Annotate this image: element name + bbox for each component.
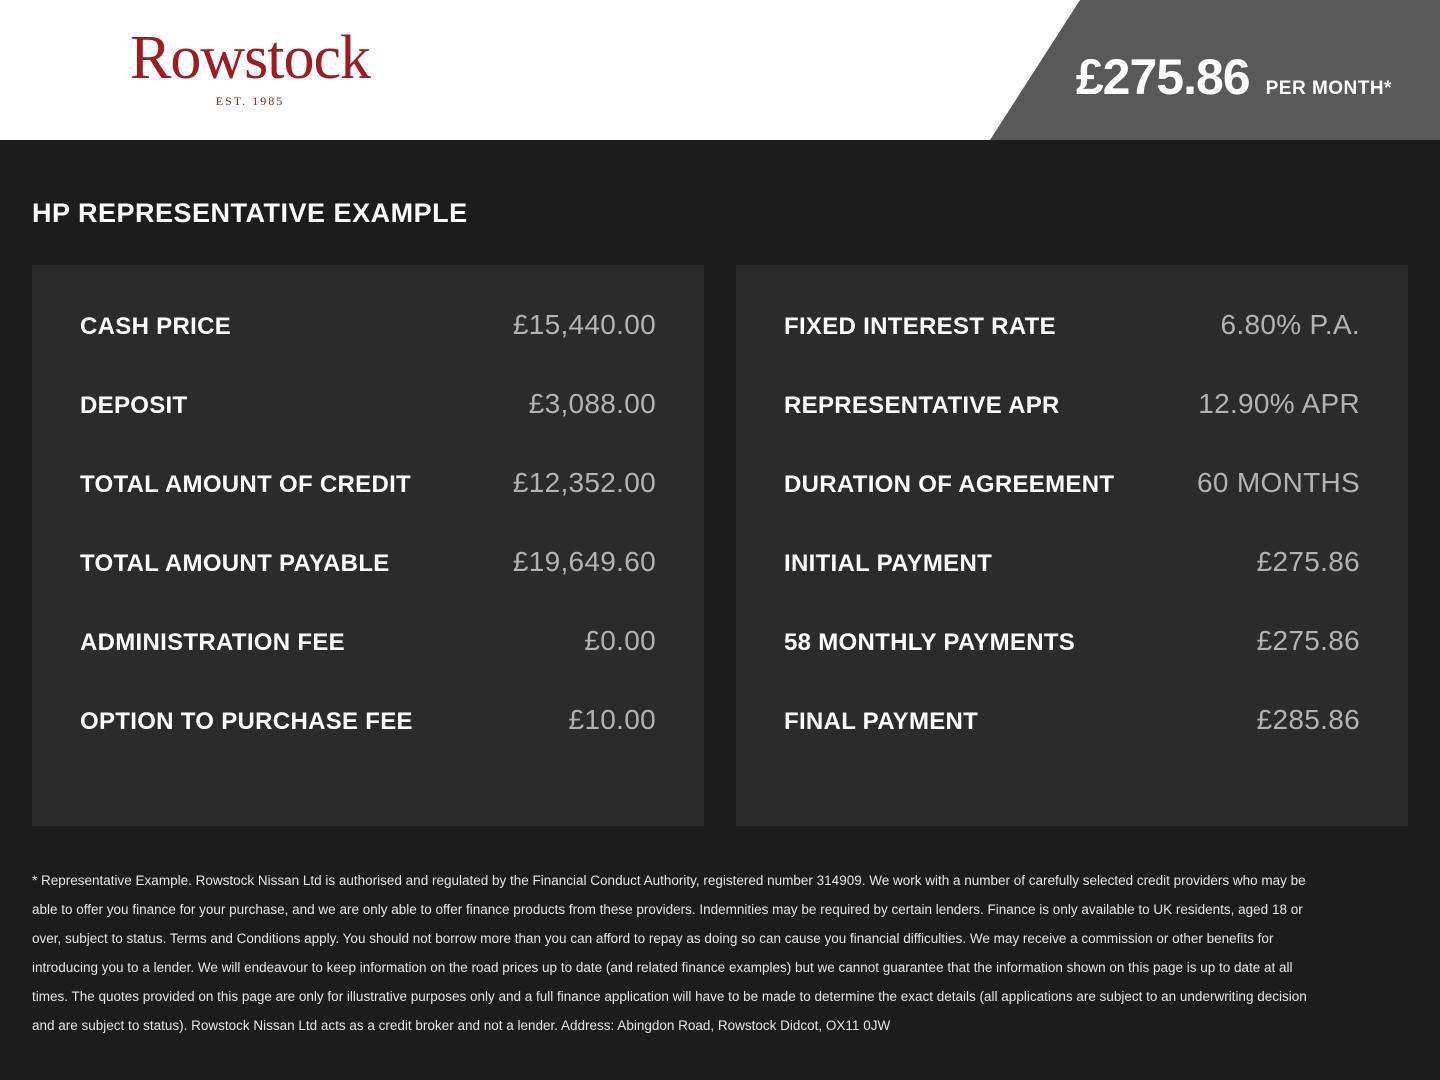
disclaimer-text: * Representative Example. Rowstock Nissan Ltd is authorised and regulated by the Financial Conduct Authority, registered number 314909. We work with a number of carefully selected credit providers who may be able to offer you finance for your purchase, and we are only able to offer finance products from these providers. Indemnities may be required by certain lenders. Finance is only available to UK residents, aged 18 or over, subject to status. Terms and Conditions apply. You should not borrow more than you can afford to repay as doing so can cause you financial difficulties. We may receive a commission or other benefits for introducing you to a lender. We will endeavour to keep information on the road prices up to date (and related finance examples) but we cannot guarantee that the information shown on this page is up to date at all times. The quotes provided on this page are only for illustrative purposes only and a full finance application will have to be made to determine the exact details (all applications are subject to an underwriting decision and are subject to status). Rowstock Nissan Ltd acts as a credit broker and not a lender. Address: Abingdon Road, Rowstock Didcot, OX11 0JW: [32, 873, 1307, 1033]
table-row: [784, 388, 1360, 467]
row-label: TOTAL AMOUNT PAYABLE: [80, 550, 390, 577]
table-row: [784, 704, 1360, 783]
disclaimer-block: [0, 826, 1440, 1080]
row-label: OPTION TO PURCHASE FEE: [80, 708, 413, 735]
row-label: DURATION OF AGREEMENT: [784, 471, 1115, 498]
row-value: £3,088.00: [528, 388, 656, 419]
logo-wordmark: Rowstock: [130, 24, 370, 92]
row-value: £0.00: [584, 625, 656, 656]
row-value: 6.80% P.A.: [1220, 309, 1360, 340]
row-value: 60 MONTHS: [1197, 467, 1360, 498]
row-label: ADMINISTRATION FEE: [80, 629, 345, 656]
row-label: INITIAL PAYMENT: [784, 550, 993, 577]
row-value: £10.00: [568, 704, 656, 735]
row-label: CASH PRICE: [80, 313, 232, 340]
monthly-price-amount: £275.86: [1075, 49, 1250, 105]
table-row: [784, 546, 1360, 625]
row-value: £285.86: [1256, 704, 1360, 735]
table-row: [80, 467, 656, 546]
table-row: [80, 388, 656, 467]
table-row: [80, 625, 656, 704]
row-label: FINAL PAYMENT: [784, 708, 979, 735]
row-value: £12,352.00: [512, 467, 656, 498]
table-row: [784, 467, 1360, 546]
monthly-price-label: PER MONTH*: [1265, 78, 1392, 99]
rowstock-logo: [120, 24, 380, 109]
table-row: [784, 625, 1360, 704]
row-label: FIXED INTEREST RATE: [784, 313, 1056, 340]
row-value: 12.90% APR: [1198, 388, 1360, 419]
row-label: REPRESENTATIVE APR: [784, 392, 1060, 419]
logo-established-text: EST. 1985: [215, 94, 285, 108]
row-label: 58 MONTHLY PAYMENTS: [784, 629, 1076, 656]
table-row: [80, 704, 656, 783]
table-row: [80, 546, 656, 625]
table-row: [80, 309, 656, 388]
table-row: [784, 309, 1360, 388]
row-label: DEPOSIT: [80, 392, 188, 419]
page-title: HP REPRESENTATIVE EXAMPLE: [32, 198, 468, 228]
page-header: [0, 0, 1440, 140]
row-value: £15,440.00: [512, 309, 656, 340]
monthly-price: [1076, 48, 1392, 106]
row-value: £275.86: [1256, 546, 1360, 577]
right-details-panel: [736, 265, 1408, 829]
row-value: £275.86: [1256, 625, 1360, 656]
left-details-panel: [32, 265, 704, 829]
row-label: TOTAL AMOUNT OF CREDIT: [80, 471, 412, 498]
row-value: £19,649.60: [512, 546, 656, 577]
finance-details: [32, 265, 1408, 829]
